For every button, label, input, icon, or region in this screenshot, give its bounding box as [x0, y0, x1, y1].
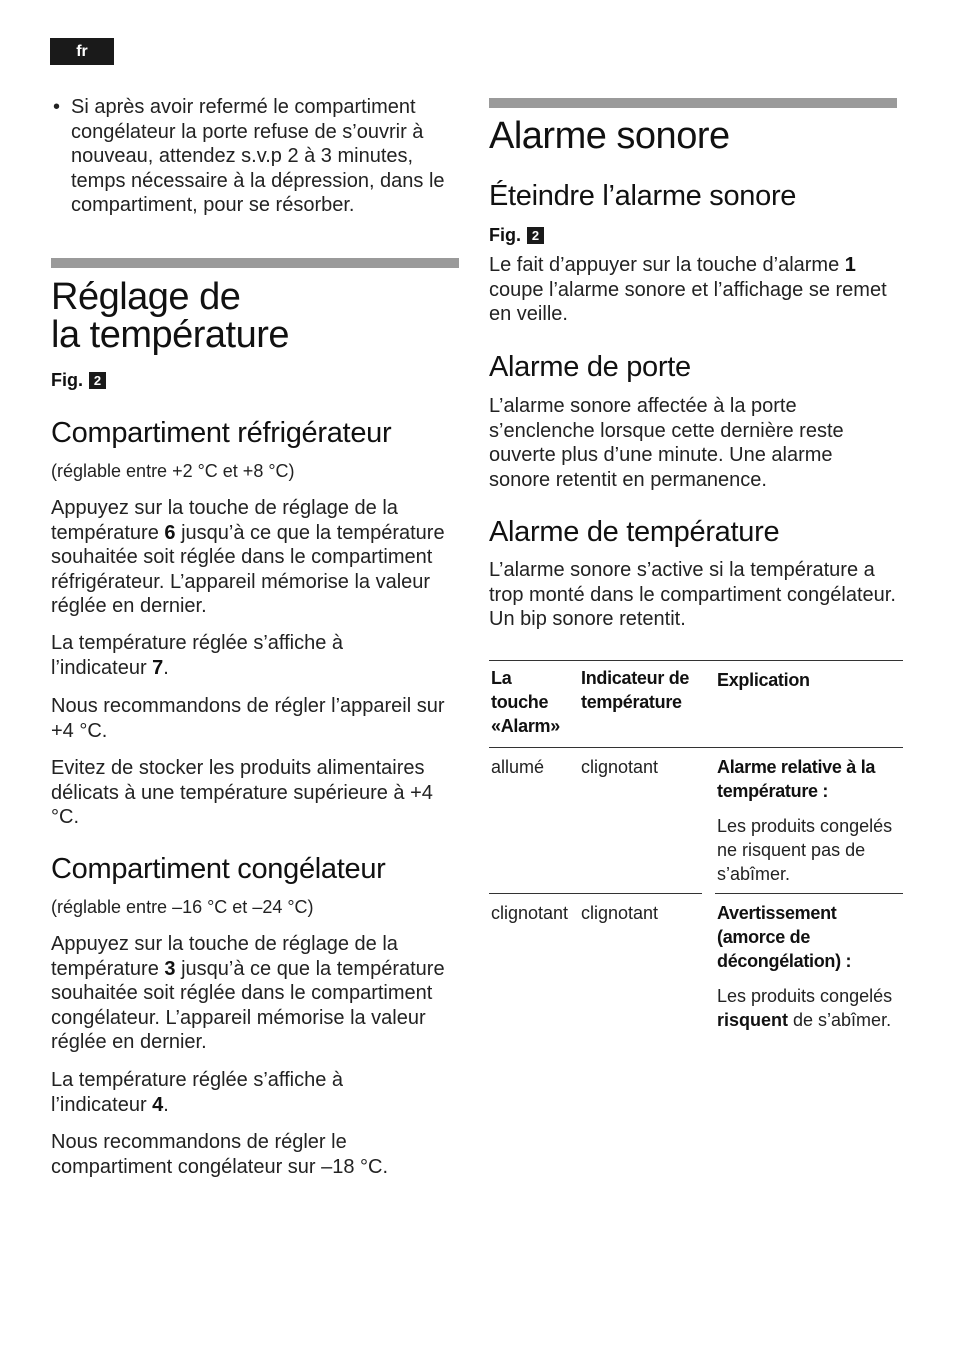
bullet-text: Si après avoir refermé le compartiment congélateur la porte refuse de s’ouvrir à nouveau, attendez s.v.p 2 à 3 minutes, temps nécessaire à la dépression, dans le compartiment, pour se résorber.: [71, 96, 445, 216]
fridge-paragraph-1: Appuyez sur la touche de réglage de la température 6 jusqu’à ce que la température souhaitée soit réglée dans le compartiment réfrigérateur. L’appareil mémorise la valeur réglée en dernier.: [51, 497, 445, 617]
table-header-indicateur: Indicateur de température: [581, 668, 690, 712]
section-rule-right: [489, 98, 897, 108]
freezer-paragraph-2: La température réglée s’affiche à l’indicateur 4.: [51, 1069, 344, 1116]
table-row-1-expl-title: Alarme relative à la température :: [717, 757, 876, 801]
table-top-border: [489, 660, 903, 661]
temperature-alarm-paragraph: L’alarme sonore s’active si la température a trop monté dans le compartiment congélateur. Un bip sonore retentit.: [489, 559, 896, 630]
fridge-paragraph-2: La température réglée s’affiche à l’indicateur 7.: [51, 632, 344, 679]
table-row-1-expl-text: Les produits congelés ne risquent pas de s’abîmer.: [717, 816, 893, 884]
fig-number-badge: 2: [89, 372, 106, 389]
bullet-item: [53, 95, 473, 218]
table-row-1-indicateur: clignotant: [581, 757, 659, 777]
table-row-1-border-right: [715, 893, 903, 894]
language-tag: fr: [50, 38, 114, 65]
table-row-2-expl-text: Les produits congelés risquent de s’abîmer.: [717, 986, 893, 1030]
fridge-paragraph-3: Nous recommandons de régler l’appareil sur +4 °C.: [51, 695, 445, 742]
table-row-2-expl-title: Avertissement (amorce de décongélation) :: [717, 903, 852, 971]
alarm-off-paragraph: Le fait d’appuyer sur la touche d’alarme 1 coupe l’alarme sonore et l’affichage se remet en veille.: [489, 254, 887, 325]
table-header-explication: Explication: [717, 670, 810, 690]
freezer-paragraph-3: Nous recommandons de régler le compartiment congélateur sur –18 °C.: [51, 1131, 389, 1178]
section-title-temperature: Réglage de la température: [51, 276, 290, 356]
heading-freezer: Compartiment congélateur: [51, 853, 386, 885]
freezer-paragraph-1: Appuyez sur la touche de réglage de la température 3 jusqu’à ce que la température souhaitée soit réglée dans le compartiment congélateur. L’appareil mémorise la valeur réglée en dernier.: [51, 933, 445, 1053]
table-row-2-touche: clignotant: [491, 903, 569, 923]
freezer-range: (réglable entre –16 °C et –24 °C): [51, 897, 314, 917]
section-title-alarm: Alarme sonore: [489, 115, 730, 157]
table-row-1-border-left: [489, 893, 702, 894]
fridge-range: (réglable entre +2 °C et +8 °C): [51, 461, 295, 481]
section-rule-left: [51, 258, 459, 268]
table-row-1-touche: allumé: [491, 757, 545, 777]
heading-temperature-alarm: Alarme de température: [489, 516, 780, 548]
heading-fridge: Compartiment réfrigérateur: [51, 417, 392, 449]
table-header-touche: La touche «Alarm»: [491, 668, 560, 736]
fig-reference-right: Fig. 2: [489, 225, 544, 246]
heading-alarm-off: Éteindre l’alarme sonore: [489, 180, 797, 212]
fig-number-badge: 2: [527, 227, 544, 244]
fridge-paragraph-4: Evitez de stocker les produits alimentaires délicats à une température supérieure à +4 °C.: [51, 757, 433, 828]
door-alarm-paragraph: L’alarme sonore affectée à la porte s’enclenche lorsque cette dernière reste ouverte plus d’une minute. Une alarme sonore retentit en permanence.: [489, 395, 844, 491]
bullet-dot-icon: •: [53, 96, 61, 118]
fig-reference-left: Fig. 2: [51, 370, 106, 391]
table-row-2-indicateur: clignotant: [581, 903, 659, 923]
heading-door-alarm: Alarme de porte: [489, 351, 691, 383]
table-header-border: [489, 747, 903, 748]
